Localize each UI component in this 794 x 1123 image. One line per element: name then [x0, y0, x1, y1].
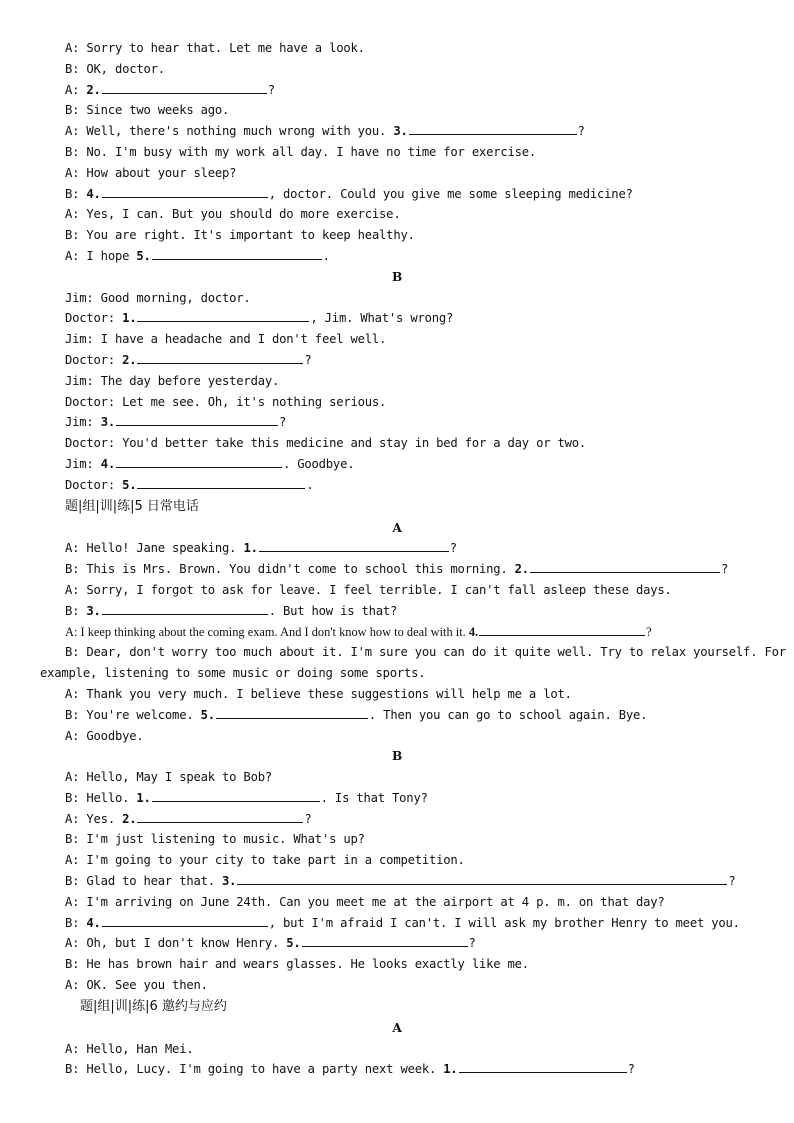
dialogue-line: Jim: The day before yesterday. [65, 373, 280, 388]
answer-blank[interactable] [530, 559, 720, 573]
section-title: 题|组|训|练|5 日常电话 [65, 498, 199, 514]
dialogue-line: A: Sorry to hear that. Let me have a look. [65, 41, 365, 55]
dialogue-line: A: Goodbye. [65, 728, 144, 743]
answer-blank[interactable] [459, 1059, 627, 1073]
dialogue-line-blank: B: 3. . But how is that? [40, 601, 754, 622]
answer-blank[interactable] [102, 80, 267, 94]
dialogue-line-blank: B: Hello, Lucy. I'm going to have a party next week. 1. ? [40, 1059, 754, 1080]
dialogue-line: B: Since two weeks ago. [65, 103, 230, 118]
answer-blank[interactable] [116, 412, 278, 426]
part-heading: A [392, 1020, 402, 1035]
dialogue-line: A: I'm arriving on June 24th. Can you meet me at the airport at 4 p. m. on that day? [65, 894, 665, 909]
dialogue-line: Jim: Good morning, doctor. [65, 290, 251, 305]
answer-blank[interactable] [137, 350, 303, 364]
answer-blank[interactable] [302, 933, 468, 947]
answer-blank[interactable] [137, 809, 303, 823]
dialogue-line-blank: B: Hello. 1. . Is that Tony? [40, 788, 754, 809]
dialogue-line-blank: Doctor: 5. . [40, 475, 754, 496]
dialogue-line-blank: A: 2. ? [40, 80, 754, 101]
dialogue-line-blank: B: 4. , doctor. Could you give me some sleeping medicine? [40, 184, 754, 205]
dialogue-line-blank: Jim: 3. ? [40, 412, 754, 433]
dialogue-line-blank: A: Well, there's nothing much wrong with you. 3. ? [40, 121, 754, 142]
dialogue-line: A: How about your sleep? [65, 165, 237, 180]
dialogue-line: B: You are right. It's important to keep healthy. [65, 228, 415, 243]
part-heading: B [391, 269, 403, 284]
answer-blank[interactable] [102, 184, 268, 198]
dialogue-line: Doctor: Let me see. Oh, it's nothing serious. [65, 394, 387, 409]
dialogue-line: Doctor: You'd better take this medicine and stay in bed for a day or two. [65, 436, 587, 451]
dialogue-line: B: I'm just listening to music. What's up? [65, 832, 365, 847]
dialogue-line-blank: B: You're welcome. 5. . Then you can go to school again. Bye. [40, 705, 754, 726]
dialogue-line: A: I'm going to your city to take part in a competition. [65, 853, 465, 868]
dialogue-line-blank: A: Hello! Jane speaking. 1. ? [40, 538, 754, 559]
dialogue-line-blank: B: This is Mrs. Brown. You didn't come to school this morning. 2. ? [40, 559, 754, 580]
section-title: 题|组|训|练|6 邀约与应约 [80, 998, 227, 1014]
dialogue-line: B: No. I'm busy with my work all day. I have no time for exercise. [65, 144, 537, 159]
dialogue-line-blank: Doctor: 1. , Jim. What's wrong? [40, 308, 754, 329]
dialogue-line-blank: A: I keep thinking about the coming exam. And I don't know how to deal with it. 4. ? [40, 622, 754, 643]
answer-blank[interactable] [116, 454, 282, 468]
dialogue-line-blank: A: I hope 5. . [40, 246, 754, 267]
answer-blank[interactable] [137, 308, 309, 322]
dialogue-line: A: OK. See you then. [65, 978, 208, 993]
dialogue-line: B: Dear, don't worry too much about it. I'm sure you can do it quite well. Try to relax yourself. For [65, 645, 786, 660]
answer-blank[interactable] [152, 246, 322, 260]
answer-blank[interactable] [102, 913, 268, 927]
answer-blank[interactable] [259, 538, 449, 552]
dialogue-line: A: Thank you very much. I believe these suggestions will help me a lot. [65, 686, 572, 701]
dialogue-line: A: Hello, Han Mei. [65, 1041, 194, 1056]
answer-blank[interactable] [409, 121, 577, 135]
dialogue-line: A: Yes, I can. But you should do more exercise. [65, 207, 401, 222]
answer-blank[interactable] [152, 788, 320, 802]
part-heading: B [391, 749, 403, 764]
part-heading: A [392, 520, 402, 535]
answer-blank[interactable] [137, 475, 305, 489]
dialogue-line: B: OK, doctor. [65, 61, 165, 76]
answer-blank[interactable] [237, 871, 727, 885]
dialogue-line-blank: A: Oh, but I don't know Henry. 5. ? [40, 933, 754, 954]
dialogue-line: A: Sorry, I forgot to ask for leave. I feel terrible. I can't fall asleep these days. [65, 582, 672, 597]
dialogue-line: Jim: I have a headache and I don't feel well. [65, 332, 387, 347]
dialogue-line: example, listening to some music or doing some sports. [40, 666, 426, 681]
dialogue-line-blank: B: Glad to hear that. 3. ? [40, 871, 754, 892]
answer-blank[interactable] [479, 622, 645, 636]
answer-blank[interactable] [102, 601, 268, 615]
dialogue-line-blank: Jim: 4. . Goodbye. [40, 454, 754, 475]
dialogue-line: B: He has brown hair and wears glasses. He looks exactly like me. [65, 957, 529, 972]
dialogue-line-blank: B: 4. , but I'm afraid I can't. I will ask my brother Henry to meet you. [40, 913, 754, 934]
dialogue-line: A: Hello, May I speak to Bob? [65, 770, 272, 785]
dialogue-line-blank: A: Yes. 2. ? [40, 809, 754, 830]
answer-blank[interactable] [216, 705, 368, 719]
dialogue-line-blank: Doctor: 2. ? [40, 350, 754, 371]
